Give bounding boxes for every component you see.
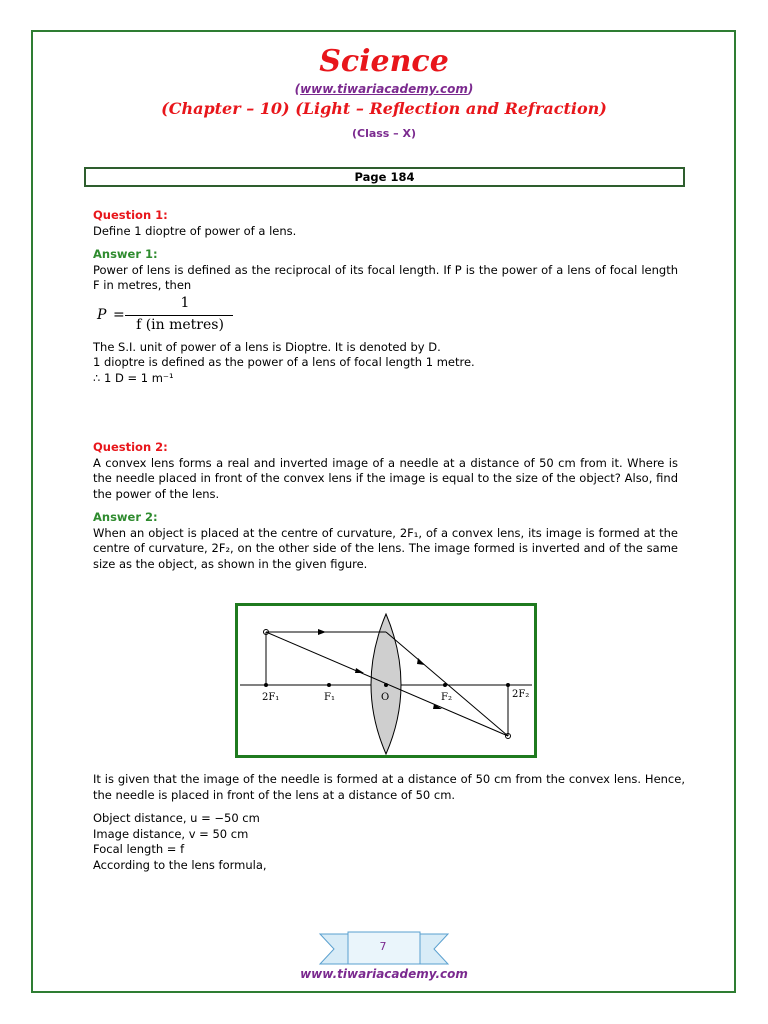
arrow-3 [417, 658, 425, 665]
badge-left-ribbon [320, 934, 352, 964]
ray-refracted [386, 632, 508, 736]
point-2f2 [506, 683, 510, 687]
arrow-2 [355, 668, 364, 673]
question-2-label: Question 2: [93, 440, 168, 454]
label-2f2: 2F₂ [512, 689, 530, 700]
arrow-1 [318, 629, 326, 635]
lens-ray-diagram [235, 603, 537, 758]
label-f2: F₂ [441, 692, 452, 703]
arrow-4 [433, 704, 442, 709]
page-number: 7 [379, 940, 387, 953]
lens-formula-intro: According to the lens formula, [93, 857, 267, 872]
answer-1-line3: 1 dioptre is defined as the power of a lens of focal length 1 metre. [93, 355, 475, 369]
point-f1 [327, 683, 331, 687]
chapter-title: (Chapter – 10) (Light – Reflection and Refraction) [161, 99, 607, 118]
image-distance: Image distance, v = 50 cm [93, 826, 249, 841]
content-top [93, 208, 678, 572]
fraction-bar [125, 315, 233, 316]
answer-1-line2: The S.I. unit of power of a lens is Dioptre. It is denoted by D. [93, 339, 441, 354]
question-1-label: Question 1: [93, 208, 168, 222]
header-site-link[interactable]: www.tiwariacademy.com [300, 82, 468, 96]
ray-diagram-svg [238, 606, 534, 755]
object-distance: Object distance, u = −50 cm [93, 811, 260, 825]
content-bottom [93, 772, 685, 873]
formula-numerator: 1 [180, 294, 190, 311]
page-title: Science [319, 44, 449, 79]
footer-site[interactable]: www.tiwariacademy.com [300, 967, 468, 981]
label-o: O [381, 692, 390, 703]
label-2f1: 2F₁ [262, 692, 280, 703]
formula-denominator: f (in metres) [136, 316, 224, 333]
point-o [384, 683, 388, 687]
formula-equals: = [113, 306, 125, 323]
question-2-text: A convex lens forms a real and inverted image of a needle at a distance of 50 cm from it. Where is the needle placed in front of the convex lens if the image is equal to the size of the object? Also, find the power of the lens. [93, 455, 678, 501]
badge-right-ribbon [416, 934, 448, 964]
answer-1-line4: ∴ 1 D = 1 m⁻¹ [93, 370, 174, 385]
question-1-text: Define 1 dioptre of power of a lens. [93, 223, 297, 238]
formula-lhs: P [97, 306, 107, 323]
header-site [0, 82, 768, 96]
page-label: Page 184 [354, 170, 415, 184]
answer-1-label: Answer 1: [93, 247, 158, 261]
after-figure-para: It is given that the image of the needle is formed at a distance of 50 cm from the convex lens. Hence, the needle is placed in front of the lens at a distance of 50 cm. [93, 772, 685, 802]
site-close-paren: ) [467, 82, 474, 96]
focal-length: Focal length = f [93, 842, 185, 856]
answer-2-text: When an object is placed at the centre of curvature, 2F₁, of a convex lens, its image is formed at the centre of curvature, 2F₂, on the other side of the lens. The image formed is inverted and of the same size as the object, as shown in the given figure. [93, 525, 678, 571]
page-label-box [84, 167, 685, 187]
site-open-paren: ( [294, 82, 301, 96]
label-f1: F₁ [324, 692, 335, 703]
class-label: (Class – X) [351, 127, 417, 140]
point-f2 [443, 683, 447, 687]
point-2f1 [264, 683, 268, 687]
answer-1-line1: Power of lens is defined as the reciprocal of its focal length. If P is the power of a lens of focal length F in metres, then [93, 262, 678, 292]
power-formula [95, 294, 678, 336]
answer-2-label: Answer 2: [93, 510, 158, 524]
